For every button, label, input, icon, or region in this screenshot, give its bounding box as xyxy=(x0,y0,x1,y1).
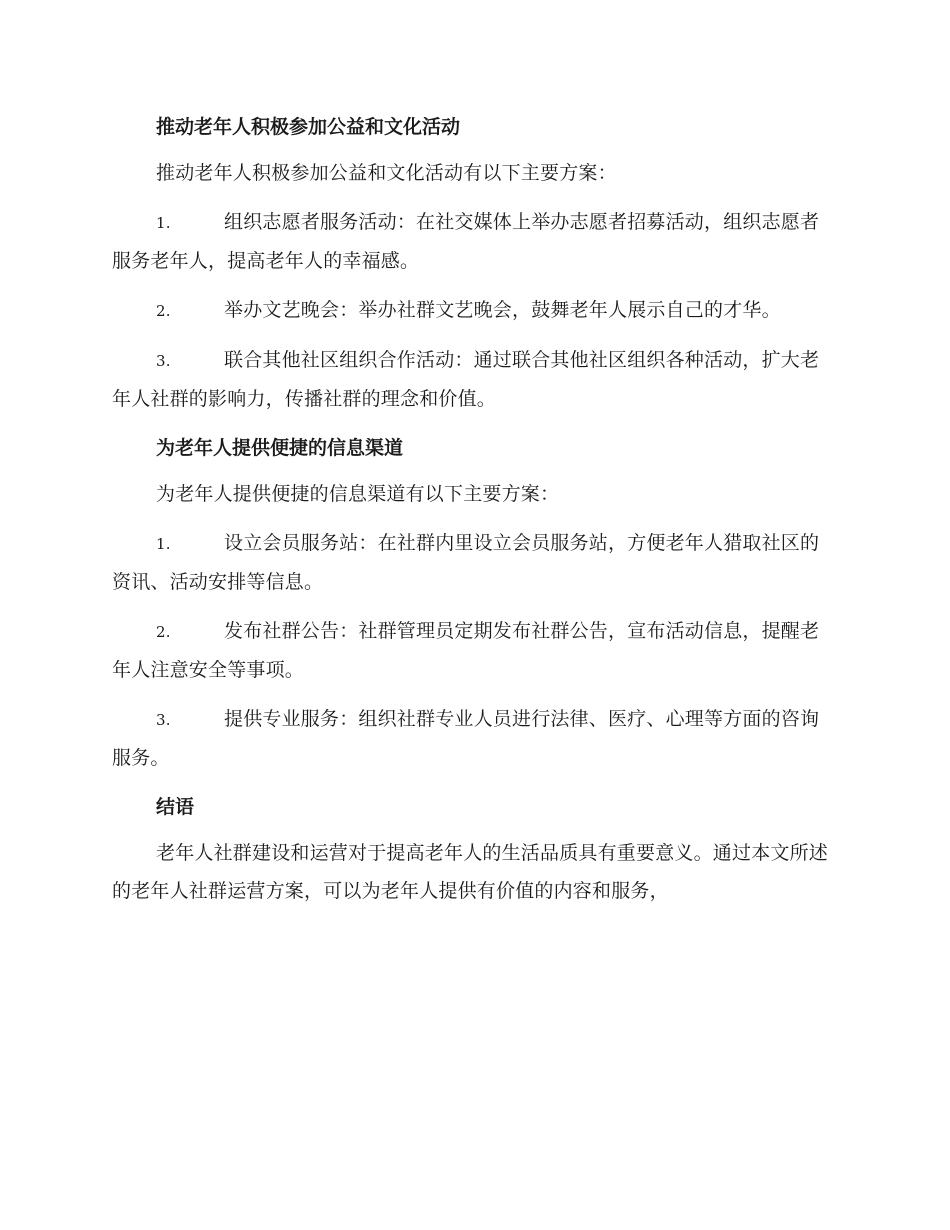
list-item-number: 3. xyxy=(156,711,171,729)
list-item-number: 3. xyxy=(156,352,171,370)
section-intro: 为老年人提供便捷的信息渠道有以下主要方案： xyxy=(156,483,560,505)
section-intro: 推动老年人积极参加公益和文化活动有以下主要方案： xyxy=(156,162,617,184)
list-item xyxy=(112,700,834,777)
section-heading: 为老年人提供便捷的信息渠道 xyxy=(156,437,404,459)
list-item-number: 1. xyxy=(156,535,171,553)
list-item-text: 发布社群公告：社群管理员定期发布社群公告，宣布活动信息，提醒老年人注意安全等事项。 xyxy=(112,620,820,681)
list-item-text: 设立会员服务站：在社群内里设立会员服务站，方便老年人猎取社区的资讯、活动安排等信息。 xyxy=(112,532,820,593)
list-item-number: 2. xyxy=(156,623,171,641)
list-item-text: 举办文艺晚会：举办社群文艺晚会，鼓舞老年人展示自己的才华。 xyxy=(224,299,781,321)
list-item-number: 2. xyxy=(156,302,171,320)
list-item xyxy=(112,203,834,280)
list-item xyxy=(112,612,834,689)
list-item-number: 1. xyxy=(156,214,171,232)
list-item-text: 组织志愿者服务活动：在社交媒体上举办志愿者招募活动，组织志愿者服务老年人，提高老年人的幸福感。 xyxy=(112,211,820,272)
conclusion-heading: 结语 xyxy=(156,796,195,818)
list-item xyxy=(112,524,834,601)
list-item-text: 联合其他社区组织合作活动：通过联合其他社区组织各种活动，扩大老年人社群的影响力，传播社群的理念和价值。 xyxy=(112,349,820,410)
conclusion-text: 老年人社群建设和运营对于提高老年人的生活品质具有重要意义。通过本文所述的老年人社群运营方案，可以为老年人提供有价值的内容和服务， xyxy=(112,842,829,902)
section-public-welfare xyxy=(112,108,834,418)
list-item xyxy=(112,291,834,330)
list-item xyxy=(112,341,834,418)
list-item-text: 提供专业服务：组织社群专业人员进行法律、医疗、心理等方面的咨询服务。 xyxy=(112,708,820,769)
section-conclusion xyxy=(112,788,834,910)
document-page xyxy=(112,108,834,921)
section-heading: 推动老年人积极参加公益和文化活动 xyxy=(156,116,461,138)
section-info-channels xyxy=(112,429,834,777)
